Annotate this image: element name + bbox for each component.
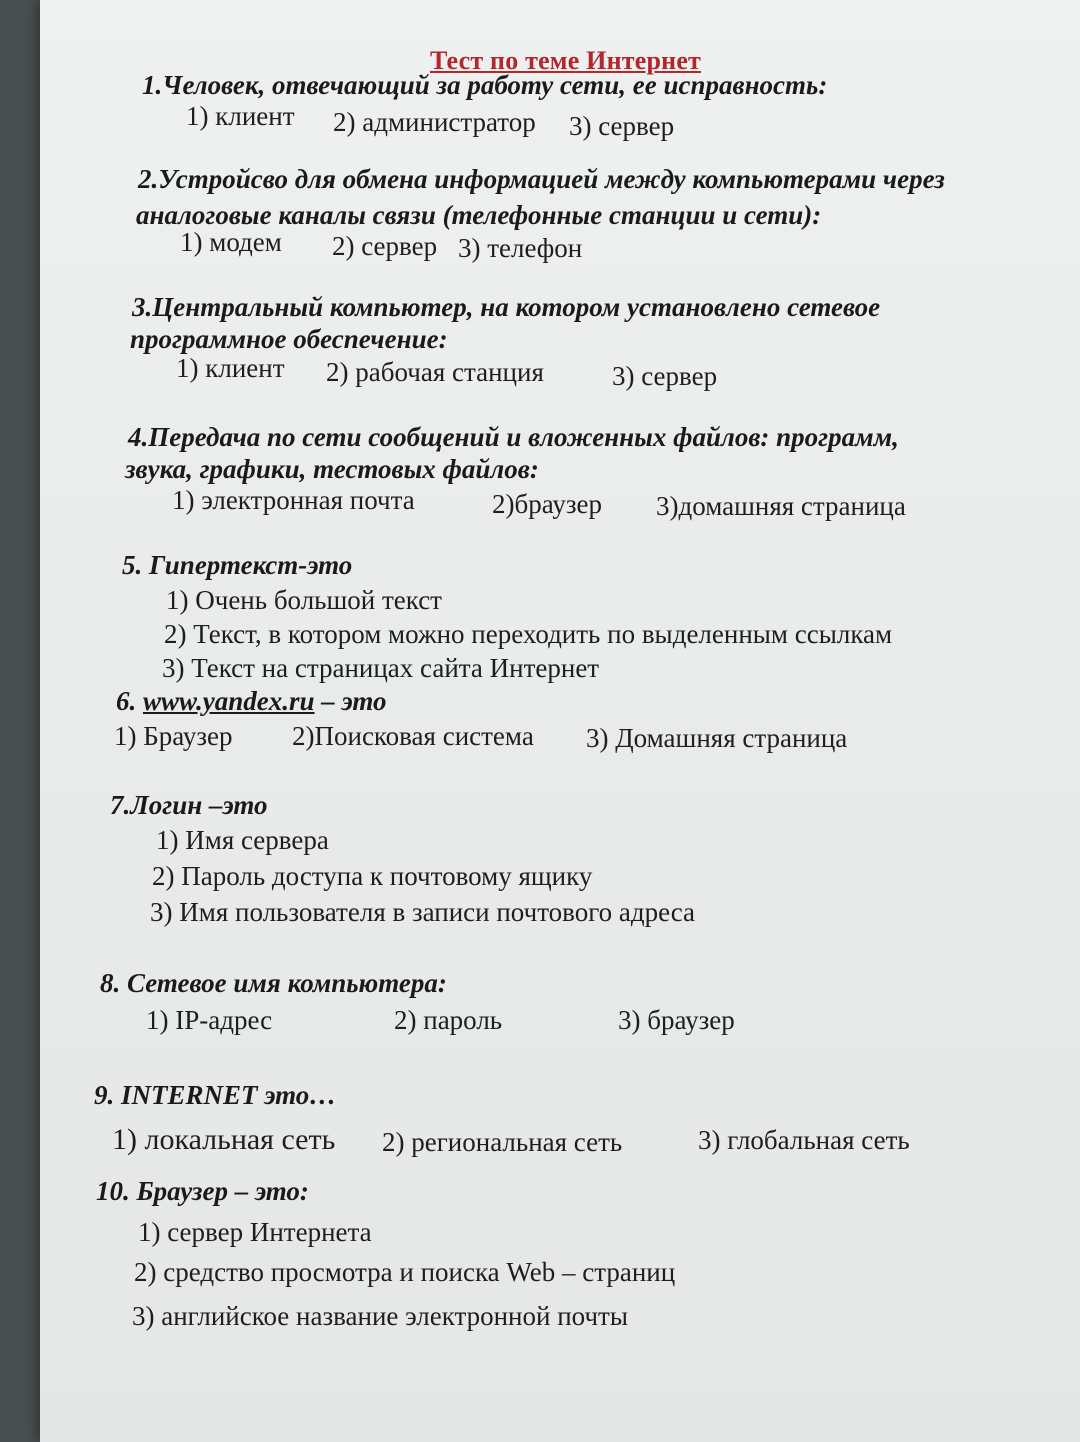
q10-answer-2: 2) средство просмотра и поиска Web – страниц <box>134 1257 676 1287</box>
q9-answer-3: 3) глобальная сеть <box>698 1125 910 1155</box>
q8-answer-3: 3) браузер <box>618 1005 735 1035</box>
q3-answer-2: 2) рабочая станция <box>326 357 544 387</box>
q4-answer-3: 3)домашняя страница <box>656 491 906 521</box>
question-1: 1.Человек, отвечающий за работу сети, ее исправность: <box>142 70 828 100</box>
question-9: 9. INTERNET это… <box>94 1080 337 1110</box>
question-3-line-2: программное обеспечение: <box>130 324 448 354</box>
q2-answer-1: 1) модем <box>180 227 282 257</box>
q4-answer-1: 1) электронная почта <box>172 485 415 515</box>
q1-answer-1: 1) клиент <box>186 101 295 131</box>
question-2-line-1: 2.Устройсво для обмена информацией между компьютерами через <box>138 164 945 194</box>
q5-answer-3: 3) Текст на страницах сайта Интернет <box>162 653 600 683</box>
q6-answer-2: 2)Поисковая система <box>292 721 534 751</box>
question-3-line-1: 3.Центральный компьютер, на котором установлено сетевое <box>132 292 881 322</box>
question-2-line-2: аналоговые каналы связи (телефонные станции и сети): <box>136 200 822 230</box>
q1-answer-2: 2) администратор <box>333 107 536 137</box>
q3-answer-1: 1) клиент <box>176 353 285 383</box>
q4-answer-2: 2)браузер <box>492 489 602 519</box>
question-8: 8. Сетевое имя компьютера: <box>100 968 447 998</box>
q10-answer-1: 1) сервер Интернета <box>138 1217 372 1247</box>
yandex-link[interactable]: www.yandex.ru <box>143 686 315 716</box>
q10-answer-3: 3) английское название электронной почты <box>132 1301 628 1331</box>
page-title: Тест по теме Интернет <box>430 46 702 75</box>
q1-answer-3: 3) сервер <box>569 111 675 141</box>
q5-answer-1: 1) Очень большой текст <box>166 585 442 615</box>
q9-answer-2: 2) региональная сеть <box>382 1127 623 1157</box>
q7-answer-1: 1) Имя сервера <box>156 825 329 855</box>
question-5: 5. Гипертекст-это <box>122 550 353 580</box>
q6-answer-3: 3) Домашняя страница <box>586 723 848 753</box>
q2-answer-2: 2) сервер <box>332 231 438 261</box>
question-4-line-2: звука, графики, тестовых файлов: <box>125 454 539 484</box>
question-6-prefix: 6. <box>116 686 143 716</box>
q3-answer-3: 3) сервер <box>612 361 718 391</box>
q2-answer-3: 3) телефон <box>458 233 583 263</box>
q5-answer-2: 2) Текст, в котором можно переходить по выделенным ссылкам <box>164 619 893 649</box>
question-7: 7.Логин –это <box>110 790 268 820</box>
q8-answer-2: 2) пароль <box>394 1005 503 1035</box>
q7-answer-3: 3) Имя пользователя в записи почтового адреса <box>150 897 696 927</box>
q6-answer-1: 1) Браузер <box>114 721 233 751</box>
q9-answer-1: 1) локальная сеть <box>112 1123 336 1156</box>
question-10: 10. Браузер – это: <box>96 1176 309 1206</box>
q8-answer-1: 1) IP-адрес <box>146 1005 273 1035</box>
question-6-suffix: – это <box>314 686 387 716</box>
question-6 <box>116 686 387 716</box>
q7-answer-2: 2) Пароль доступа к почтовому ящику <box>152 861 593 891</box>
question-4-line-1: 4.Передача по сети сообщений и вложенных файлов: программ, <box>128 422 899 452</box>
